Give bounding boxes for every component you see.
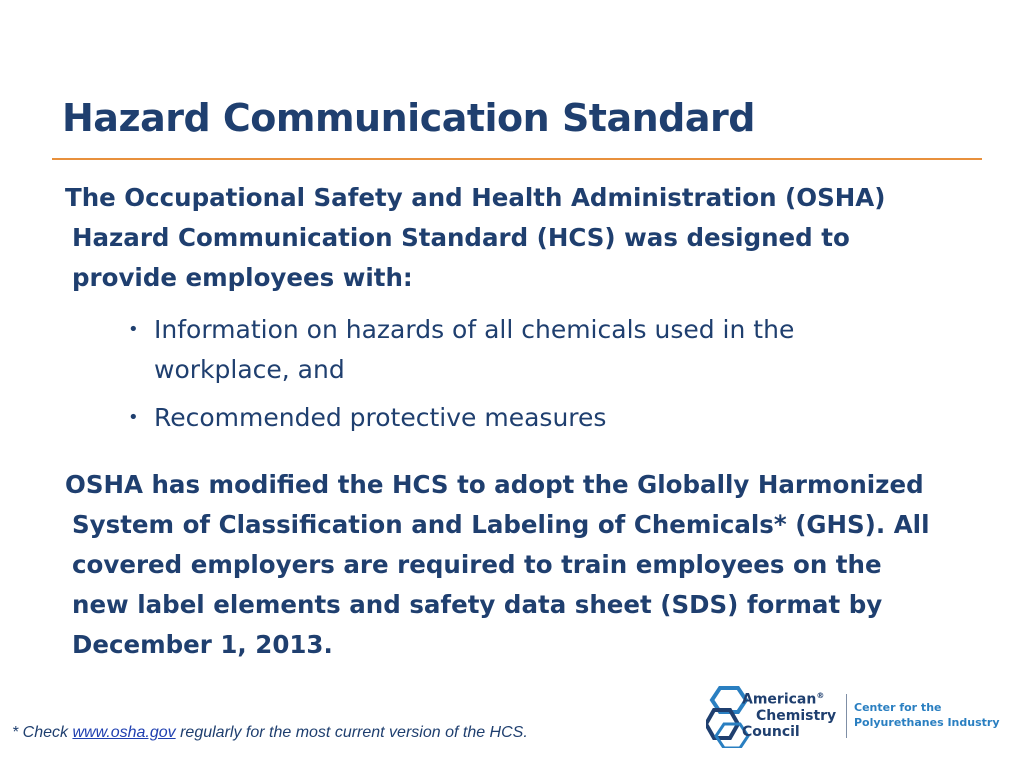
logo-divider [846,694,847,738]
center-line-1: Center for the [854,701,942,714]
osha-link[interactable]: www.osha.gov [72,724,176,741]
title-divider [52,158,982,160]
acc-line-chemistry: Chemistry [756,707,837,724]
center-wordmark [854,700,1000,730]
registered-mark: ® [816,691,825,700]
ghs-paragraph: OSHA has modified the HCS to adopt the Globally Harmonized System of Classification and Labeling of Chemicals* (GHS). All covered employers are required to train employees on the new label elements and safety data sheet (SDS) format by December 1, 2013. [65,470,930,659]
footnote-suffix: regularly for the most current version of the HCS. [175,724,528,741]
center-line-2: Polyurethanes Industry [854,716,1000,729]
footnote-prefix: * Check [12,724,73,741]
bullet-list [128,310,928,446]
acc-line-council: Council [742,723,800,740]
bullet-icon: • [128,319,139,340]
bullet-text: Recommended protective measures [154,403,607,432]
acc-line-american: American® [742,691,825,708]
intro-paragraph: The Occupational Safety and Health Administration (OSHA) Hazard Communication Standard (HCS) was designed to provide employees with: [65,183,886,292]
slide-title: Hazard Communication Standard [62,96,755,140]
list-item [128,398,928,438]
footnote [12,724,528,742]
acc-wordmark [742,688,836,740]
bullet-icon: • [128,407,139,428]
acc-logo [706,684,1006,756]
bullet-text: Information on hazards of all chemicals used in the workplace, and [154,315,795,384]
list-item [128,310,928,390]
